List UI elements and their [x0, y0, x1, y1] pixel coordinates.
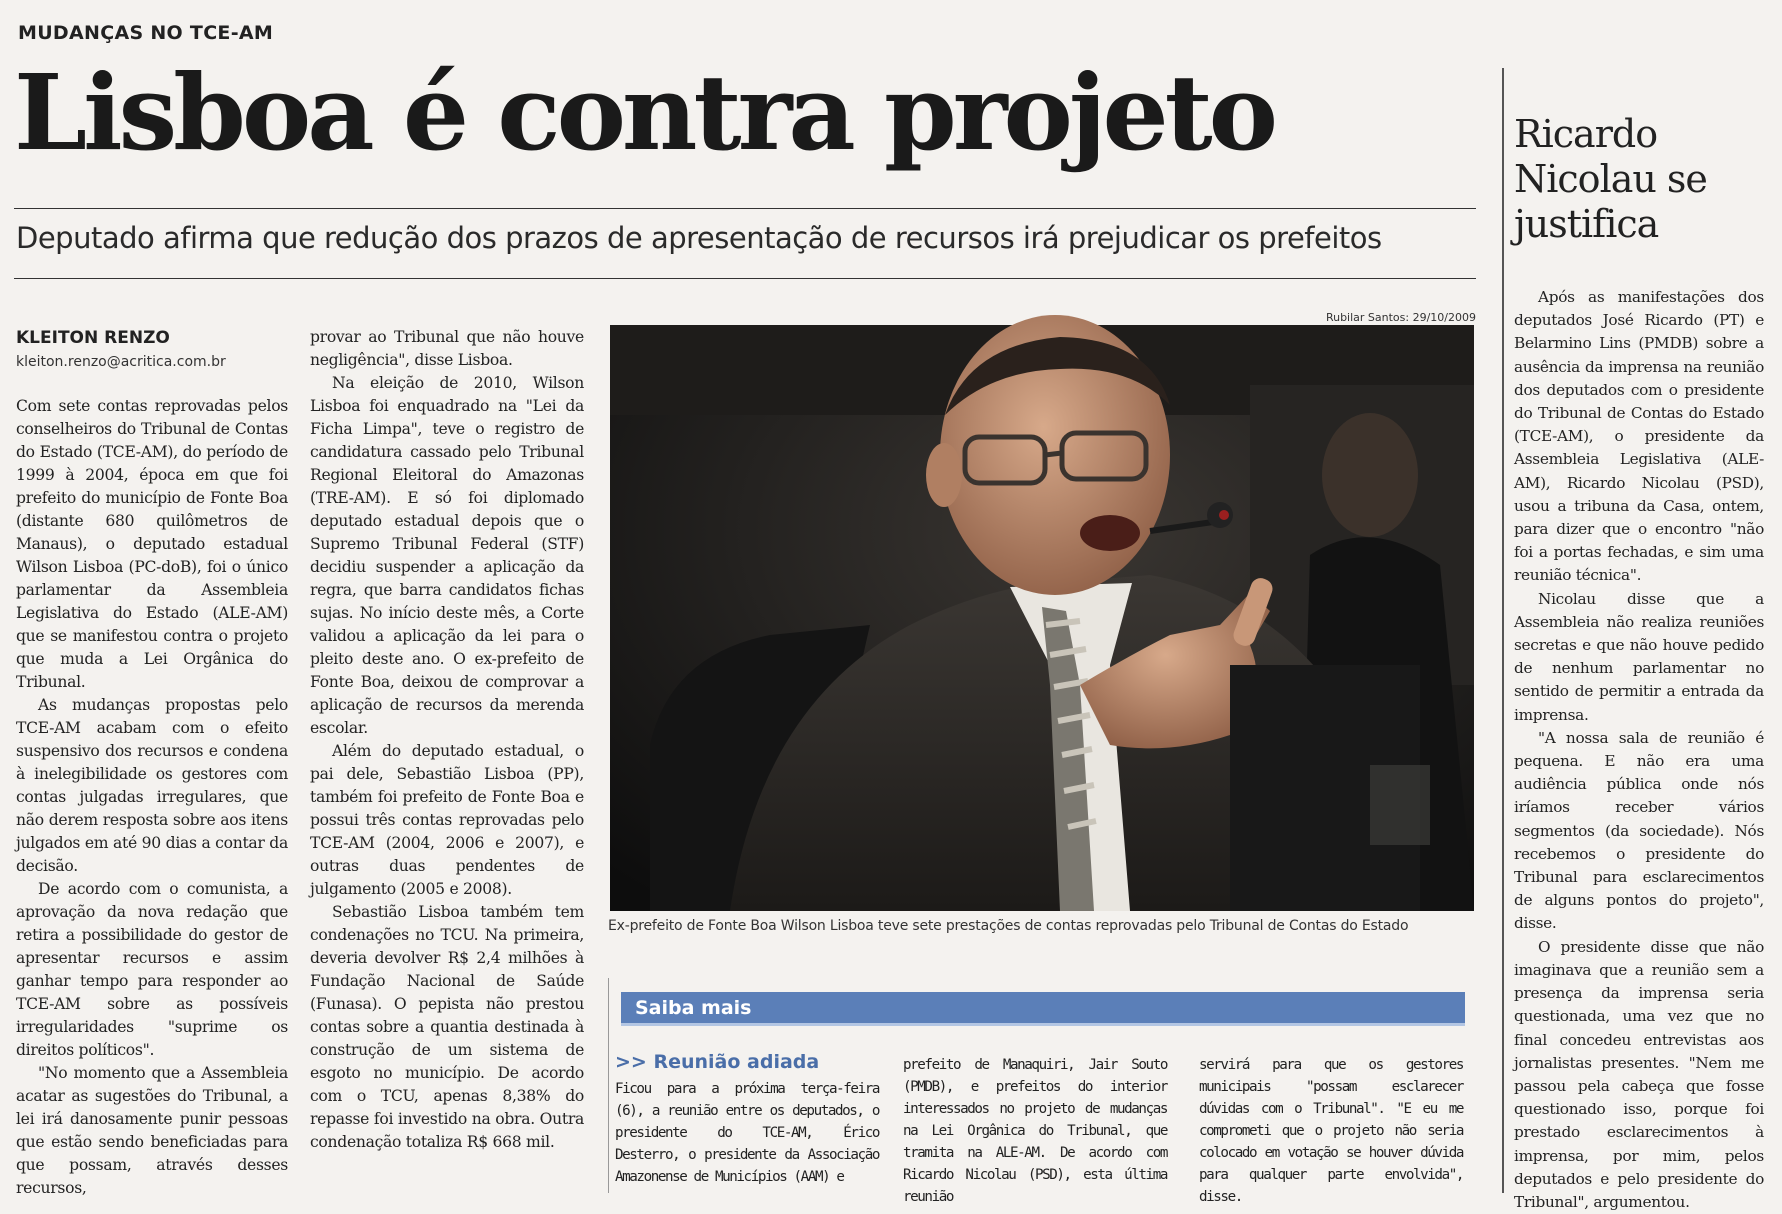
paragraph: provar ao Tribunal que não houve negligência", disse Lisboa.: [310, 328, 584, 369]
article-column-2: [310, 326, 584, 1190]
paragraph: "A nossa sala de reunião é pequena. E não era uma audiência pública onde nós iríamos receber vários segmentos (da sociedade). Nós recebemos o presidente do Tribunal para esclarecimentos de alguns pontos do projeto", disse.: [1514, 728, 1764, 933]
paragraph: Com sete contas reprovadas pelos conselheiros do Tribunal de Contas do Estado (TCE-AM), do período de 1999 à 2004, época em que foi prefeito do município de Fonte Boa (distante 680 quilômetros de Manaus), o deputado estadual Wilson Lisboa (PC-doB), foi o único parlamentar da Assembleia Legislativa do Estado (ALE-AM) que se manifestou contra o projeto que muda a Lei Orgânica do Tribunal.: [16, 397, 288, 691]
saiba-mais-subtitle: >> Reunião adiada: [615, 1051, 820, 1073]
deck-subtitle: Deputado afirma que redução dos prazos de apresentação de recursos irá prejudicar os prefeitos: [16, 221, 1382, 255]
saiba-mais-title: Saiba mais: [635, 997, 752, 1019]
saiba-mais-column-3: servirá para que os gestores municipais "possam esclarecer dúvidas com o Tribunal". "E eu me comprometi que o projeto não seria colocado em votação se houver dúvida para qualquer parte envolvida", disse.: [1199, 1057, 1463, 1205]
photo-credit: Rubilar Santos: 29/10/2009: [1325, 311, 1476, 324]
paragraph: As mudanças propostas pelo TCE-AM acabam com o efeito suspensivo dos recursos e condena à inelegibilidade os gestores com contas julgadas irregulares, que não derem resposta sobre aos itens julgados em até 90 dias a contar da decisão.: [16, 696, 288, 875]
paragraph: Na eleição de 2010, Wilson Lisboa foi enquadrado na "Lei da Ficha Limpa", teve o registro de candidatura cassado pelo Tribunal Regional Eleitoral do Amazonas (TRE-AM). E só foi diplomado deputado estadual depois que o Supremo Tribunal Federal (STF) decidiu suspender a aplicação da regra, que barra candidatos fichas sujas. No início deste mês, a Corte validou a aplicação da lei para o pleito deste ano. O ex-prefeito de Fonte Boa, deixou de comprovar a aplicação de recursos da merenda escolar.: [310, 374, 584, 737]
photo-illustration: [610, 325, 1474, 911]
paragraph: De acordo com o comunista, a aprovação da nova redação que retira a possibilidade do gestor de apresentar recursos e assim ganhar tempo para responder ao TCE-AM sobre as possíveis irregularidades "suprime os direitos políticos".: [16, 880, 288, 1059]
news-photo: [610, 325, 1474, 911]
author-email: kleiton.renzo@acritica.com.br: [16, 354, 226, 370]
headline-rule: [14, 208, 1476, 209]
deck-rule: [14, 278, 1476, 279]
byline: KLEITON RENZO: [16, 328, 170, 348]
paragraph: Além do deputado estadual, o pai dele, Sebastião Lisboa (PP), também foi prefeito de Fonte Boa e possui três contas reprovadas pelo TCE-AM (2004, 2006 e 2007), e outras duas pendentes de julgamento (2005 e 2008).: [310, 742, 584, 898]
sidebar-article: [1502, 68, 1764, 1211]
paragraph: O presidente disse que não imaginava que a reunião sem a presença da imprensa seria questionada, uma vez que no final concedeu entrevistas aos jornalistas presentes. "Nem me passou pela cabeça que fosse questionado isso, porque foi prestado esclarecimentos à imprensa, por mim, pelos deputados e pelo presidente do Tribunal", argumentou.: [1514, 937, 1764, 1211]
saiba-mais-header: [621, 992, 1465, 1026]
paragraph: Após as manifestações dos deputados José Ricardo (PT) e Belarmino Lins (PMDB) sobre a ausência da imprensa na reunião dos deputados com o presidente do Tribunal de Contas do Estado (TCE-AM), o presidente da Assembleia Legislativa (ALE-AM), Ricardo Nicolau (PSD), usou a tribuna da Casa, ontem, para dizer que o encontro "não foi a portas fechadas, e sim uma reunião técnica".: [1514, 288, 1764, 585]
article-column-1: [16, 395, 288, 1197]
sidebar-title: Ricardo Nicolau se justifica: [1514, 112, 1707, 246]
saiba-mais-column-2: prefeito de Manaquiri, Jair Souto (PMDB), e prefeitos do interior interessados no projeto de mudanças na Lei Orgânica do Tribunal, que tramita na ALE-AM. De acordo com Ricardo Nicolau (PSD), esta última reunião: [903, 1057, 1167, 1205]
photo-caption: Ex-prefeito de Fonte Boa Wilson Lisboa teve sete prestações de contas reprovadas pelo Tribunal de Contas do Estado: [608, 918, 1409, 934]
sidebar-body: [1514, 286, 1764, 1211]
headline: Lisboa é contra projeto: [14, 51, 1275, 174]
paragraph: Nicolau disse que a Assembleia não realiza reuniões secretas e que não houve pedido de nenhum parlamentar no sentido de permitir a entrada da imprensa.: [1514, 589, 1764, 724]
saiba-mais-box: [608, 978, 1476, 1205]
saiba-mais-column-1: Ficou para a próxima terça-feira (6), a reunião entre os deputados, o presidente do TCE-AM, Érico Desterro, o presidente da Associação Amazonense de Municípios (AAM) e: [615, 1081, 879, 1185]
paragraph: Sebastião Lisboa também tem condenações no TCU. Na primeira, deveria devolver R$ 2,4 milhões à Fundação Nacional de Saúde (Funasa). O pepista não prestou contas sobre a quantia destinada à construção de um sistema de esgoto no município. De acordo com o TCU, apenas 8,38% do repasse foi investido na obra. Outra condenação totaliza R$ 668 mil.: [310, 903, 584, 1151]
paragraph: "No momento que a Assembleia acatar as sugestões do Tribunal, a lei irá danosamente punir pessoas que estão sendo beneficiadas para que possam, através desses recursos,: [16, 1064, 288, 1197]
section-kicker: MUDANÇAS NO TCE-AM: [18, 22, 274, 44]
